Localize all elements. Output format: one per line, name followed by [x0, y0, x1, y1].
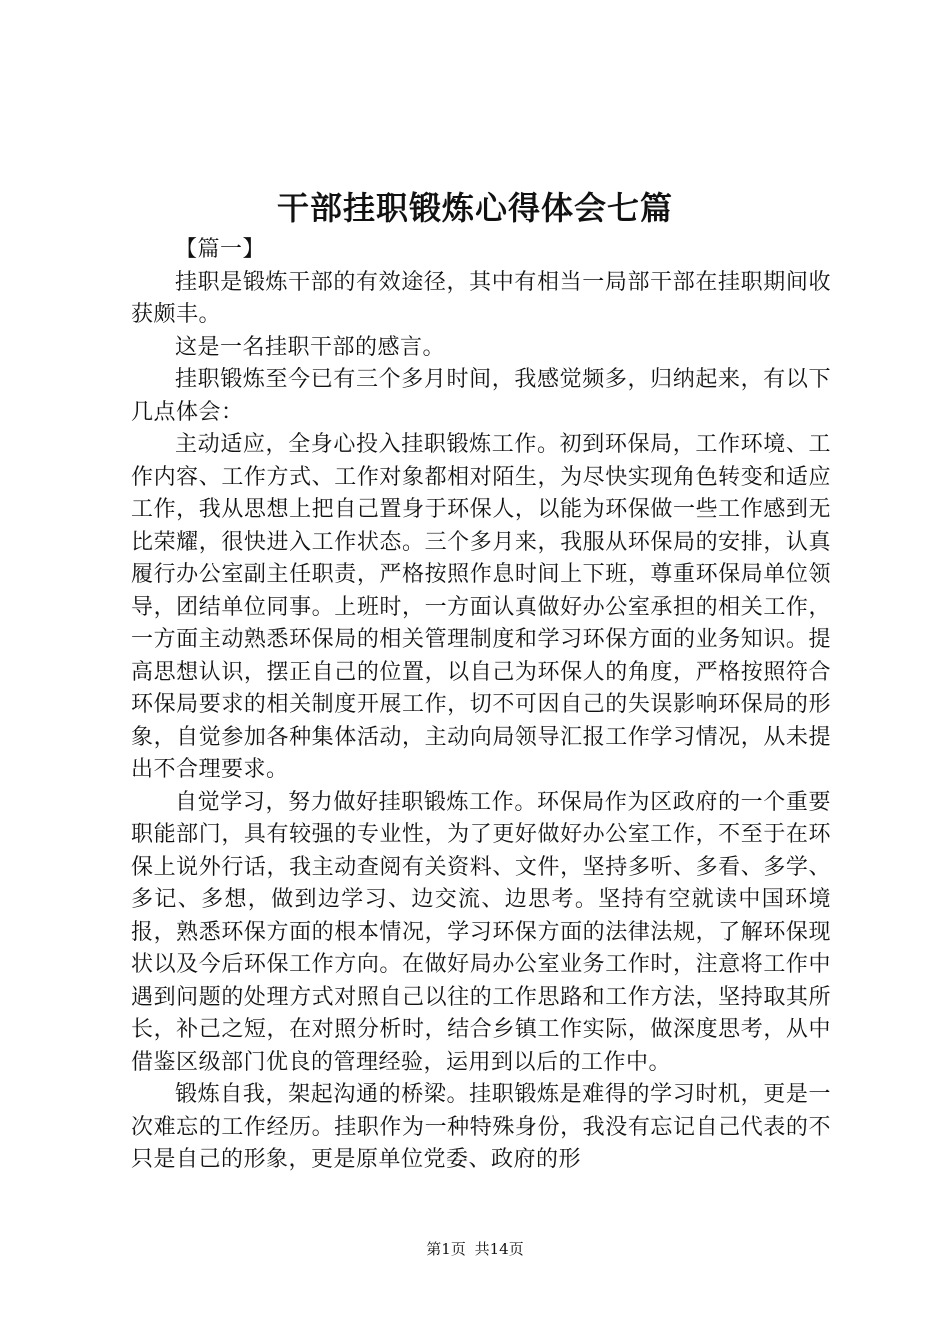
paragraph: 挂职锻炼至今已有三个多月时间，我感觉频多，归纳起来，有以下几点体会：: [131, 367, 831, 425]
paragraph: 主动适应，全身心投入挂职锻炼工作。初到环保局，工作环境、工作内容、工作方式、工作对象都相对陌生，为尽快实现角色转变和适应工作，我从思想上把自己置身于环保人，以能为环保做一些工作感到无比荣耀，很快进入工作状态。三个多月来，我服从环保局的安排，认真履行办公室副主任职责，严格按照作息时间上下班，尊重环保局单位领导，团结单位同事。上班时，一方面认真做好办公室承担的相关工作，一方面主动熟悉环保局的相关管理制度和学习环保方面的业务知识。提高思想认识，摆正自己的位置，以自己为环保人的角度，严格按照符合环保局要求的相关制度开展工作，切不可因自己的失误影响环保局的形象，自觉参加各种集体活动，主动向局领导汇报工作学习情况，从未提出不合理要求。: [131, 432, 831, 782]
section-heading: 【篇一】: [175, 237, 266, 262]
page-total: 共14页: [474, 1240, 524, 1258]
document-title: 干部挂职锻炼心得体会七篇: [276, 189, 673, 227]
paragraph: 锻炼自我，架起沟通的桥梁。挂职锻炼是难得的学习时机，更是一次难忘的工作经历。挂职作为一种特殊身份，我没有忘记自己代表的不只是自己的形象，更是原单位党委、政府的形: [131, 1082, 831, 1172]
paragraph: 挂职是锻炼干部的有效途径，其中有相当一局部干部在挂职期间收获颇丰。: [131, 269, 831, 327]
paragraph: 自觉学习，努力做好挂职锻炼工作。环保局作为区政府的一个重要职能部门，具有较强的专业性，为了更好做好办公室工作，不至于在环保上说外行话，我主动查阅有关资料、文件，坚持多听、多看、多学、多记、多想，做到边学习、边交流、边思考。坚持有空就读中国环境报，熟悉环保方面的根本情况，学习环保方面的法律法规，了解环保现状以及今后环保工作方向。在做好局办公室业务工作时，注意将工作中遇到问题的处理方式对照自己以往的工作思路和工作方法，坚持取其所长，补己之短，在对照分析时，结合乡镇工作实际，做深度思考，从中借鉴区级部门优良的管理经验，运用到以后的工作中。: [131, 789, 831, 1075]
page-number: 第1页: [426, 1240, 466, 1258]
paragraph: 这是一名挂职干部的感言。: [175, 334, 446, 360]
page-footer: [0, 1239, 950, 1259]
document-body: [131, 234, 831, 1177]
